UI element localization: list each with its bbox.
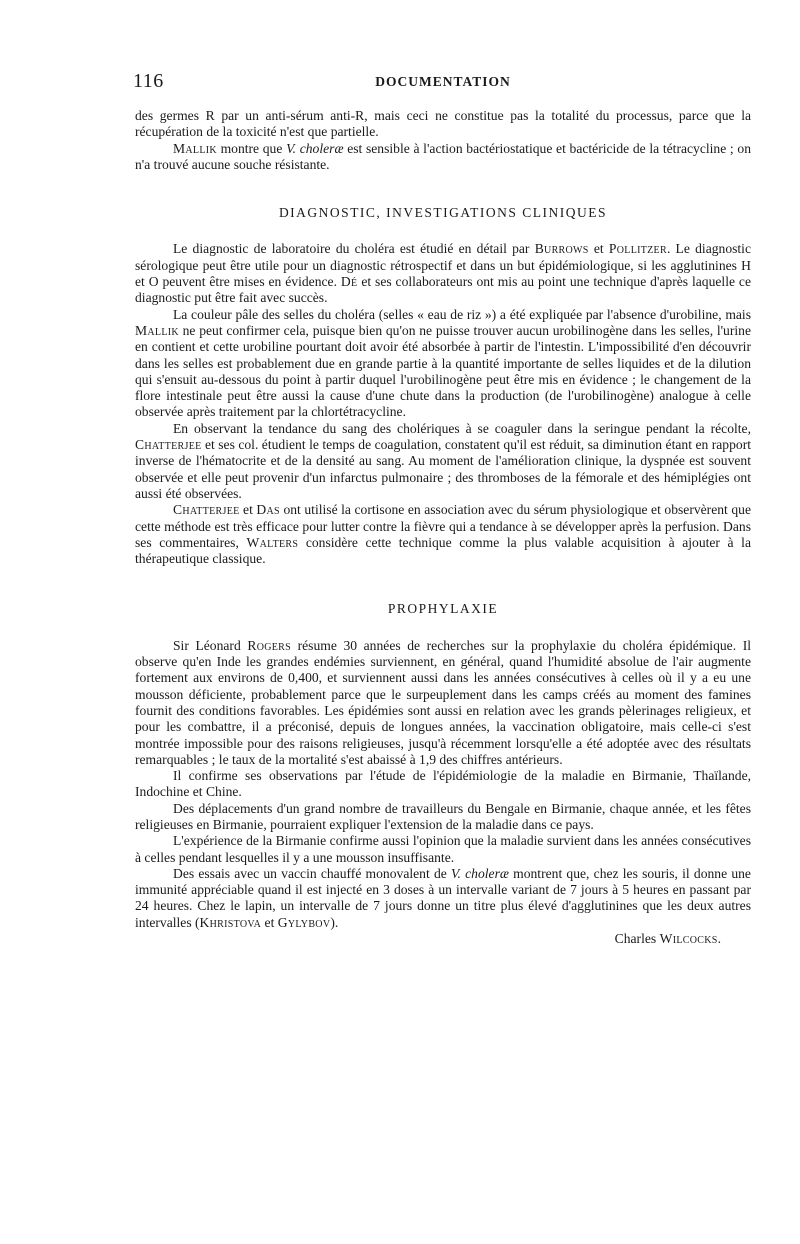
section-title-diagnostic: DIAGNOSTIC, INVESTIGATIONS CLINIQUES xyxy=(278,205,608,221)
prophylaxie-paragraph-5: Des essais avec un vaccin chauffé monovalent de V. choleræ montrent que, chez les souris, il donne une immunité appréciable quand il est injecté en 3 doses à un intervalle variant de 7 jours à 5 heures en passant par 24 heures. Chez le lapin, un intervalle de 7 jours donne un titre plus élevé d'agglutinines que les deux autres intervalles (Khristova et Gylybov). xyxy=(135,865,751,930)
author-name: Gylybov xyxy=(277,914,331,930)
running-head: DOCUMENTATION xyxy=(375,74,511,89)
diagnostic-paragraph-4: Chatterjee et Das ont utilisé la cortisone en association avec du sérum physiologique et observèrent que cette méthode est très efficace pour lutter contre la fièvre qui a tendance à se développer après la perfusion. Dans ses commentaires, Walters considère cette technique comme la plus valable acquisition à ajouter à la thérapeutique classique. xyxy=(135,502,751,567)
author-name: Pollitzer xyxy=(608,241,667,257)
page-number: 116 xyxy=(133,70,164,92)
author-name: Mallik xyxy=(173,140,217,156)
diagnostic-paragraph-2: La couleur pâle des selles du choléra (selles « eau de riz ») a été expliquée par l'absence d'urobiline, mais Mallik ne peut confirmer cela, puisque bien qu'on ne puisse trouver aucun urobilinogène dans les selles, l'urine en contient et cette urobiline pourtant doit avoir été absorbée à partir de l'intestin. L'impossibilité d'en découvrir dans les selles est probablement due en grande partie à la quantité importante de selles liquides et de la dilution qui s'ensuit au-dessous du point à partir duquel l'urobilinogène peut être mis en évidence ; le changement de la flore intestinale peut être aussi la cause d'une chute dans la production (de l'urobilinogène) analogue à celle observée après traitement par la chlortétracycline. xyxy=(135,306,751,420)
author-signature: Charles Wilcocks. xyxy=(614,931,721,947)
page-header xyxy=(133,70,753,98)
article-body xyxy=(135,108,751,947)
author-name: Mallik xyxy=(135,322,179,338)
prophylaxie-paragraph-2: Il confirme ses observations par l'étude de l'épidémiologie de la maladie en Birmanie, Thaïlande, Indochine et Chine. xyxy=(135,768,751,800)
author-name: Rogers xyxy=(247,637,292,653)
prophylaxie-paragraph-4: L'expérience de la Birmanie confirme aussi l'opinion que la maladie survient dans les années consécutives à celles pendant lesquelles il y a une mousson insuffisante. xyxy=(135,833,751,865)
section-title-prophylaxie: PROPHYLAXIE xyxy=(387,601,499,617)
species-name: V. choleræ xyxy=(286,140,344,156)
diagnostic-paragraph-1: Le diagnostic de laboratoire du choléra est étudié en détail par Burrows et Pollitzer. Le diagnostic sérologique peut être utile pour un diagnostic rétrospectif et dans un but épidémiologique, si les agglutinines H et O peuvent être mises en évidence. Dé et ses collaborateurs ont mis au point une technique d'après laquelle ce diagnostic put être fait avec succès. xyxy=(135,241,751,306)
author-name: Dé xyxy=(340,274,358,290)
signature-surname: Wilcocks xyxy=(659,931,718,947)
author-name: Das xyxy=(256,502,280,518)
prophylaxie-paragraph-1: Sir Léonard Rogers résume 30 années de recherches sur la prophylaxie du choléra épidémique. Il observe qu'en Inde les grandes endémies surviennent, en général, quand l'humidité absolue de l'air augmente fortement aux environs de 0,400, et surviennent aussi dans les années consécutives à celles où il y a eu une mousson déficiente, probablement parce que le surpeuplement dans les camps créés au moment des famines fournit des conditions favorables. Les épidémies sont aussi en relation avec les grands pèlerinages religieux, et pour les combattre, il a préconisé, depuis de longues années, la vaccination obligatoire, mais celle-ci s'est montrée impossible pour des raisons religieuses, jusqu'à récemment lorsqu'elle a été adoptée avec des résultats remarquables ; le taux de la mortalité s'est abaissé à 1,9 des chiffres antérieurs. xyxy=(135,637,751,767)
species-name: V. choleræ xyxy=(450,865,509,881)
intro-paragraph-1: des germes R par un anti-sérum anti-R, mais ceci ne constitue pas la totalité du processus, parce que la récupération de la toxicité n'est que partielle. xyxy=(135,108,751,140)
author-name: Walters xyxy=(246,534,299,550)
author-name: Chatterjee xyxy=(135,437,202,453)
author-name: Chatterjee xyxy=(173,502,240,518)
prophylaxie-paragraph-3: Des déplacements d'un grand nombre de travailleurs du Bengale en Birmanie, chaque année, et les fêtes religieuses en Birmanie, pourraient expliquer l'extension de la maladie dans ce pays. xyxy=(135,800,751,832)
author-name: Burrows xyxy=(534,241,589,257)
diagnostic-paragraph-3: En observant la tendance du sang des cholériques à se coaguler dans la seringue pendant la récolte, Chatterjee et ses col. étudient le temps de coagulation, constatent qu'il est réduit, sa diminution étant en rapport inverse de l'hématocrite et de la densité au sang. Au moment de l'amélioration clinique, la dyspnée est souvent observée et elle peut provenir d'un infarctus pulmonaire ; des thromboses de la fémorale et des hémiplégies ont aussi été observées. xyxy=(135,420,751,501)
author-name: Khristova xyxy=(199,914,262,930)
intro-paragraph-2: Mallik montre que V. choleræ est sensible à l'action bactériostatique et bactéricide de la tétracycline ; on n'a trouvé aucune souche résistante. xyxy=(135,140,751,172)
